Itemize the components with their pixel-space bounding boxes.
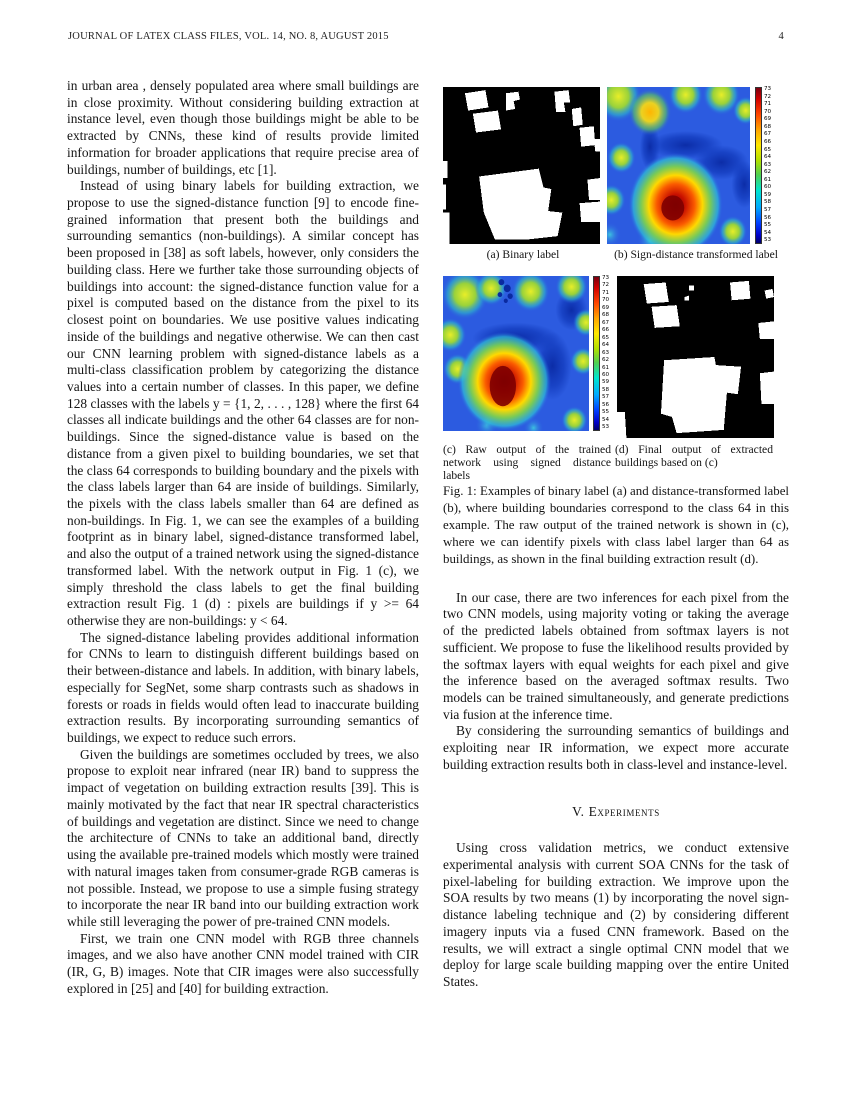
colorbar-tick: 61 (764, 176, 772, 183)
colorbar-tick: 53 (764, 237, 772, 244)
colorbar-tick: 55 (602, 409, 610, 416)
final-output-image (617, 276, 774, 438)
colorbar-tick: 64 (764, 154, 772, 161)
body-paragraph: Instead of using binary labels for building extraction, we propose to use the signed-distance function [9] to encode fine-grained information that present both the buildings and surrounding semantics (non-buildings). A similar concept has been proposed in [38] as soft labels, however, only considers the building class. Here we further take those surrounding objects of buildings into account: the signed-distance function value for a pixel is computed based on the distance from the pixel to its closest point on boundaries. We use positive values indicating inside of the buildings and negative otherwise. We can then cast our CNN learning problem with signed-distance labels as a multi-class classification problem by categorizing the distance values into a certain number of classes. In this paper, we define 128 classes with the labels y = {1, 2, . . . , 128} where the first 64 classes all indicate buildings and the other 64 classes are for non-buildings. Since the signed-distance value is based on the distance from a given pixel to building boundaries, we set that the class 64 corresponds to building boundary and the pixels with the class labels larger than 64 are inside of buildings. Similarly, the pixels with the class labels smaller than 64 are defined as non-buildings. In Fig. 1, we can see the examples of a building footprint as in binary label, signed-distance transformed label, and also the output of a trained network using the signed-distance transformed label. With the network output in Fig. 1 (c), we simply threshold the class labels to get the final building extraction result Fig. 1 (d) : pixels are buildings if y >= 64 otherwise they are non-buildings: y < 64. (67, 178, 419, 628)
colorbar-tick: 70 (764, 108, 772, 115)
body-paragraph: Given the buildings are sometimes occluded by trees, we also propose to exploit near infrared (near IR) band to suppress the impact of vegetation on building extraction results [39]. This is mainly motivated by the fact that near IR spectral characteristics of buildings and vegetation are distinct. Since we need to change the architecture of CNNs to take an additional band, directly using the available pre-trained models which mostly were trained with natural images taken from consumer-grade RGB cameras is not possible. Instead, we propose to use a simple fusing strategy to incorporate the near IR band into our building extraction work while still leveraging the power of pre-trained CNN models. (67, 746, 419, 929)
raw-output-heatmap (443, 276, 589, 431)
colorbar-tick: 67 (764, 131, 772, 138)
subfig-b-caption: (b) Sign-distance transformed label (614, 248, 778, 261)
colorbar-tick: 58 (602, 386, 610, 393)
colorbar-tick: 68 (602, 312, 610, 319)
colorbar-c (593, 276, 600, 431)
subfig-c-caption: (c) Raw output of the trained network using signed distance labels (443, 442, 611, 482)
colorbar-tick: 62 (602, 357, 610, 364)
colorbar-tick: 69 (602, 304, 610, 311)
running-header (68, 31, 784, 42)
colorbar-tick: 64 (602, 342, 610, 349)
colorbar-tick: 57 (764, 207, 772, 213)
colorbar-tick: 58 (764, 199, 772, 206)
page-number: 4 (778, 31, 784, 42)
colorbar-tick: 66 (602, 327, 610, 334)
colorbar-tick: 56 (764, 214, 772, 221)
left-column (67, 78, 419, 998)
subcaption-row-top (443, 249, 789, 262)
colorbar-tick: 57 (602, 394, 610, 401)
body-paragraph: Using cross validation metrics, we conduct extensive experimental analysis with current SOA CNNs for the task of pixel-labeling for building extraction. We improve upon the SOA results by two means (1) by incorporating the novel sign-distance labeling technique and (2) by considering different imagery inputs via a fused CNN framework. Based on the results, we will extract a single optimal CNN model that we deploy for large scale building mapping over the entire United States. (443, 840, 789, 989)
body-paragraph: in urban area , densely populated area where small buildings are in close proximity. Without considering building extraction at instance level, even though those buildings might be able to be extracted by CNNs, these kind of results provide limited information for broader applications that require precise area of buildings, number of buildings, etc [1]. (67, 78, 419, 177)
colorbar-tick: 63 (602, 349, 610, 356)
body-paragraph: In our case, there are two inferences for each pixel from the two CNN models, using majority voting or taking the average of the predicted labels obtained from softmax layers is not sufficient. We propose to fuse the likelihood results provided by the softmax layers with equal weights for each pixel and give the inference based on the averaged softmax results. Two models can be trained simultaneously, and generate predictions via fusion at the inference time. (443, 589, 789, 722)
colorbar-tick: 70 (602, 297, 610, 304)
colorbar-c-tick-labels (600, 276, 614, 431)
colorbar-tick: 65 (764, 146, 772, 153)
colorbar-tick: 68 (764, 123, 772, 130)
colorbar-tick: 72 (602, 282, 610, 289)
subfig-d-caption: (d) Final output of extracted buildings based on (c) (615, 442, 773, 469)
colorbar-tick: 65 (602, 334, 610, 341)
colorbar-tick: 55 (764, 222, 772, 229)
colorbar-tick: 53 (602, 424, 610, 431)
colorbar-tick: 62 (764, 169, 772, 176)
subfig-a-caption: (a) Binary label (486, 248, 560, 261)
colorbar-tick: 71 (764, 101, 772, 108)
colorbar-tick: 54 (764, 229, 772, 236)
colorbar-tick: 60 (764, 184, 772, 191)
colorbar-b-tick-labels (762, 87, 776, 244)
figure-row-bottom (443, 276, 789, 438)
colorbar-tick: 71 (602, 289, 610, 296)
right-column (443, 87, 789, 991)
colorbar-tick: 54 (602, 416, 610, 423)
colorbar-tick: 73 (602, 274, 610, 281)
colorbar-tick: 60 (602, 372, 610, 378)
colorbar-b (755, 87, 762, 244)
signed-distance-heatmap (607, 87, 750, 244)
colorbar-tick: 59 (764, 191, 772, 198)
colorbar-tick: 56 (602, 401, 610, 408)
figure-row-top (443, 87, 789, 244)
colorbar-tick: 67 (602, 319, 610, 326)
body-paragraph: The signed-distance labeling provides additional information for CNNs to learn to distinguish different buildings based on their between-distance and labels. In addition, with binary labels, especially for SegNet, some sharp contrasts such as shadows in forests or roads in fields would often lead to inaccurate building extraction results. By incorporating surrounding semantics of buildings, we expect to reduce such errors. (67, 629, 419, 746)
colorbar-tick: 61 (602, 364, 610, 371)
journal-title: JOURNAL OF LATEX CLASS FILES, VOL. 14, NO. 8, AUGUST 2015 (68, 31, 389, 42)
colorbar-tick: 59 (602, 379, 610, 386)
section-heading-experiments: V. Experiments (572, 803, 660, 819)
figure-1-caption: Fig. 1: Examples of binary label (a) and distance-transformed label (b), where building boundaries correspond to the class 64 in this example. The raw output of the trained network is shown in (c), where we can identify pixels with class label larger than 64 as buildings, as shown in the final building extraction result (d). (443, 483, 789, 566)
body-paragraph: First, we train one CNN model with RGB three channels images, and we also have another CNN model trained with CIR (IR, G, B) images. Note that CIR images were also successfully explored in [25] and [40] for building extraction. (67, 930, 419, 996)
colorbar-tick: 73 (764, 86, 772, 92)
colorbar-tick: 72 (764, 93, 772, 100)
body-paragraph: By considering the surrounding semantics of buildings and exploiting near IR information, we expect more accurate building extraction results both in class-level and instance-level. (443, 723, 789, 772)
subcaption-row-bottom (443, 444, 789, 483)
binary-label-image (443, 87, 600, 244)
colorbar-tick: 66 (764, 138, 772, 145)
colorbar-tick: 63 (764, 161, 772, 168)
colorbar-tick: 69 (764, 116, 772, 123)
